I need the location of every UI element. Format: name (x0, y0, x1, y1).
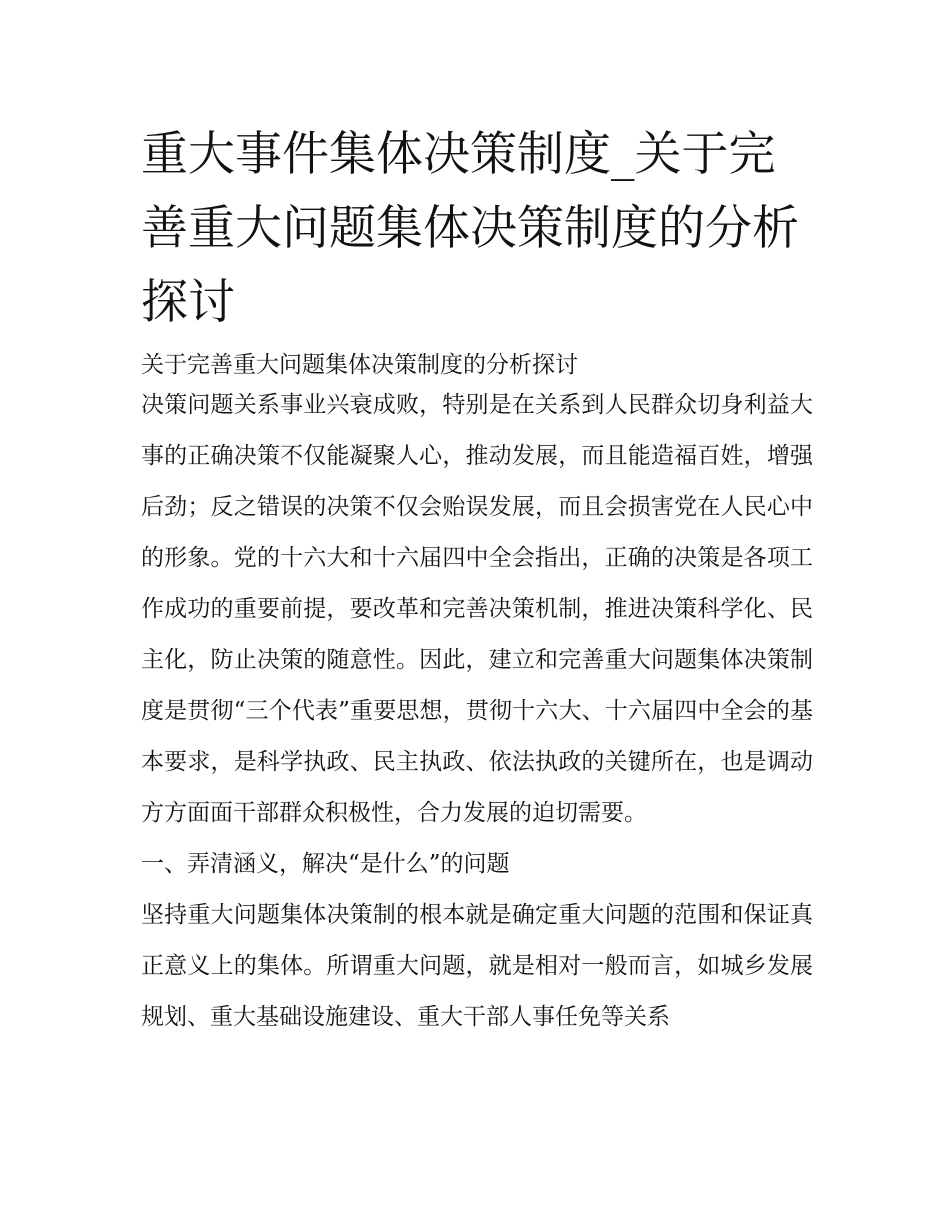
section-heading: 一、弄清涵义，解决“是什么”的问题 (141, 851, 510, 877)
document-subtitle: 关于完善重大问题集体决策制度的分析探讨 (141, 352, 578, 378)
intro-paragraph: 决策问题关系事业兴衰成败，特别是在关系到人民群众切身利益大事的正确决策不仅能凝聚人心，推动发展，而且能造福百姓，增强后劲；反之错误的决策不仅会贻误发展，而且会损害党在人民心中的形象。党的十六大和十六届四中全会指出，正确的决策是各项工作成功的重要前提，要改革和完善决策机制，推进决策科学化、民主化，防止决策的随意性。因此，建立和完善重大问题集体决策制度是贯彻“三个代表”重要思想，贯彻十六大、十六届四中全会的基本要求，是科学执政、民主执政、依法执政的关键所在，也是调动方方面面干部群众积极性，合力发展的迫切需要。 (141, 392, 813, 826)
document-page (141, 118, 813, 1043)
section-paragraph: 坚持重大问题集体决策制的根本就是确定重大问题的范围和保证真正意义上的集体。所谓重大问题，就是相对一般而言，如城乡发展规划、重大基础设施建设、重大干部人事任免等关系 (141, 902, 813, 1030)
document-title: 重大事件集体决策制度_关于完善重大问题集体决策制度的分析探讨 (141, 127, 799, 330)
